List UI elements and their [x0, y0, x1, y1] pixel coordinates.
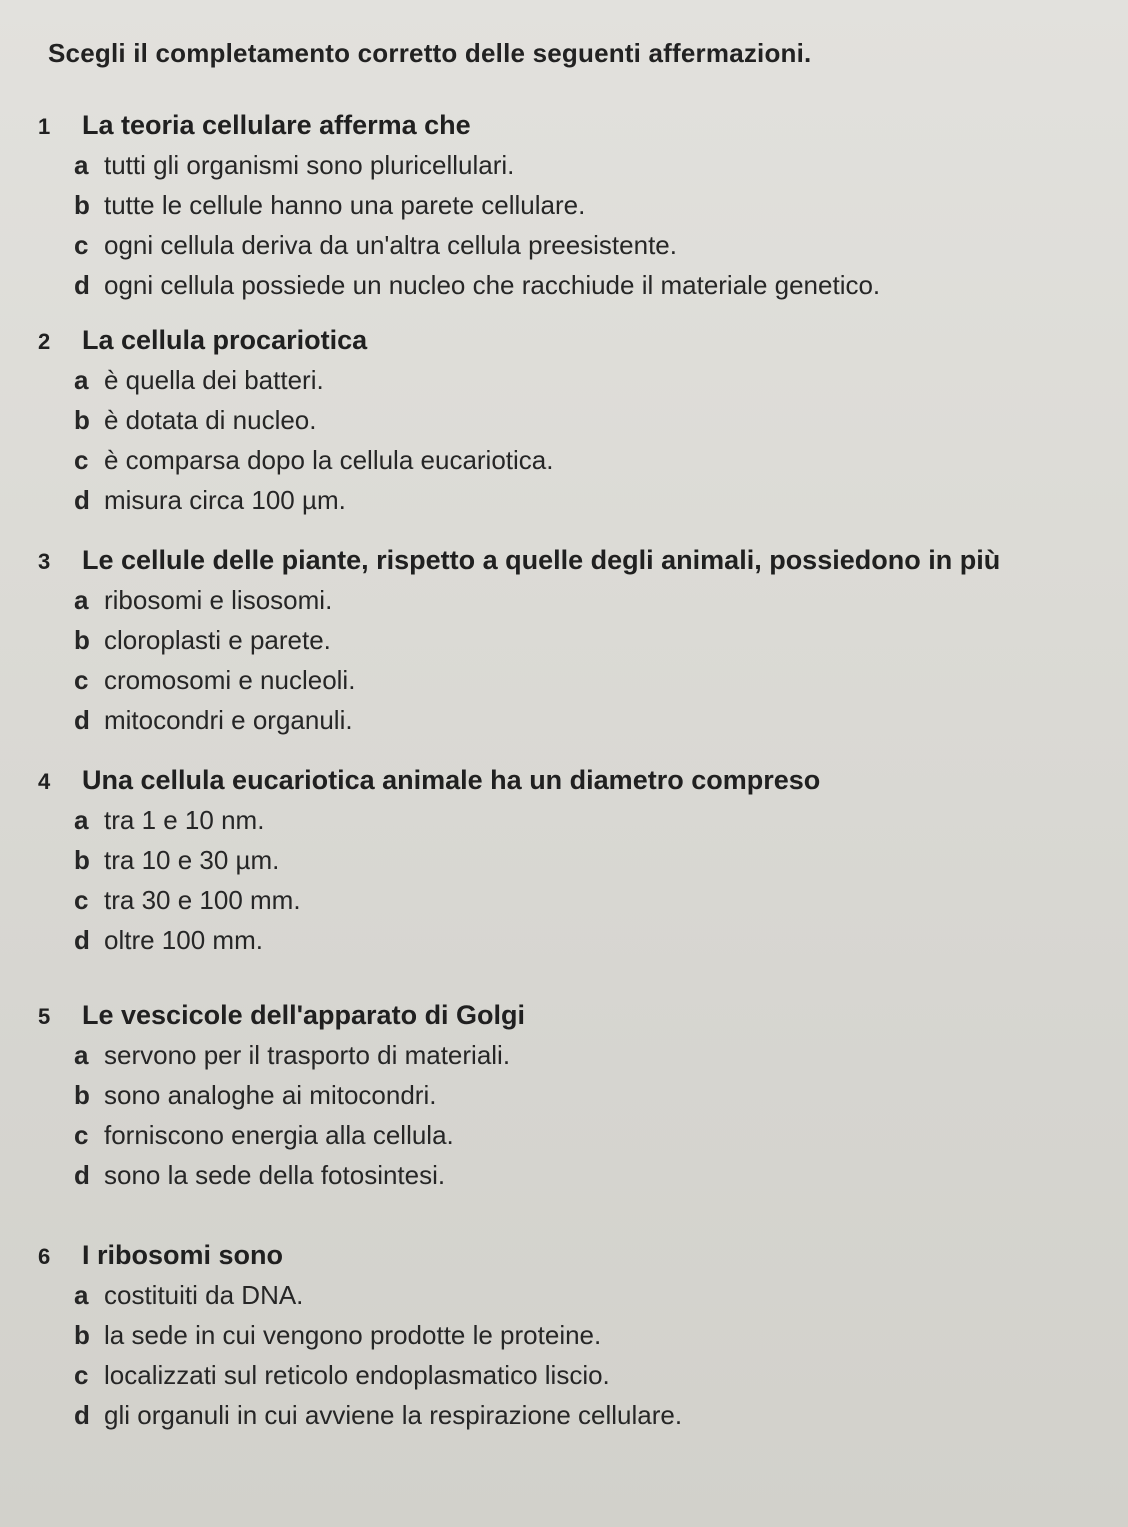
option-letter: b: [74, 625, 90, 655]
option-text: sono la sede della fotosintesi.: [104, 1160, 446, 1190]
option-text: gli organuli in cui avviene la respirazione cellulare.: [104, 1400, 683, 1430]
option-text: mitocondri e organuli.: [104, 705, 353, 735]
option-c: [74, 230, 1118, 270]
option-text: tutti gli organismi sono pluricellulari.: [104, 150, 515, 180]
option-letter: c: [74, 445, 89, 475]
option-a: [74, 585, 1118, 625]
option-letter: c: [74, 1120, 89, 1150]
question-number: 5: [38, 1004, 51, 1029]
option-text: costituiti da DNA.: [104, 1280, 304, 1310]
option-d: [74, 1160, 1118, 1200]
option-text: forniscono energia alla cellula.: [104, 1120, 454, 1150]
question-3: [38, 545, 1118, 745]
option-letter: b: [74, 845, 90, 875]
option-text: la sede in cui vengono prodotte le proteine.: [104, 1320, 602, 1350]
option-d: [74, 925, 1118, 965]
option-text: sono analoghe ai mitocondri.: [104, 1080, 437, 1110]
question-number: 4: [38, 769, 51, 794]
question-stem: La cellula procariotica: [82, 325, 368, 355]
question-number: 2: [38, 329, 51, 354]
option-c: [74, 885, 1118, 925]
option-text: servono per il trasporto di materiali.: [104, 1040, 511, 1070]
question-number: 1: [38, 114, 51, 139]
option-d: [74, 485, 1118, 525]
question-1: [38, 110, 1118, 310]
question-stem: Le vescicole dell'apparato di Golgi: [82, 1000, 526, 1030]
question-6: [38, 1240, 1118, 1440]
option-text: cloroplasti e parete.: [104, 625, 331, 655]
option-b: [74, 625, 1118, 665]
option-c: [74, 665, 1118, 705]
option-letter: c: [74, 230, 89, 260]
option-text: ribosomi e lisosomi.: [104, 585, 333, 615]
option-text: è comparsa dopo la cellula eucariotica.: [104, 445, 554, 475]
option-d: [74, 705, 1118, 745]
question-stem: Una cellula eucariotica animale ha un diametro compreso: [82, 765, 821, 795]
option-d: [74, 270, 1118, 310]
option-d: [74, 1400, 1118, 1440]
option-a: [74, 805, 1118, 845]
option-text: cromosomi e nucleoli.: [104, 665, 356, 695]
option-letter: b: [74, 405, 90, 435]
option-text: tra 30 e 100 mm.: [104, 885, 301, 915]
option-letter: a: [74, 150, 89, 180]
option-letter: a: [74, 1280, 89, 1310]
question-stem: Le cellule delle piante, rispetto a quelle degli animali, possiedono in più: [82, 545, 1001, 575]
option-letter: d: [74, 1400, 90, 1430]
option-text: ogni cellula deriva da un'altra cellula preesistente.: [104, 230, 677, 260]
option-letter: b: [74, 190, 90, 220]
instruction-heading: Scegli il completamento corretto delle seguenti affermazioni.: [48, 38, 812, 68]
option-letter: d: [74, 705, 90, 735]
option-a: [74, 1280, 1118, 1320]
option-c: [74, 1120, 1118, 1160]
option-text: ogni cellula possiede un nucleo che racchiude il materiale genetico.: [104, 270, 881, 300]
option-letter: d: [74, 485, 90, 515]
question-number: 3: [38, 549, 51, 574]
option-letter: c: [74, 665, 89, 695]
option-a: [74, 1040, 1118, 1080]
option-a: [74, 150, 1118, 190]
option-letter: d: [74, 1160, 90, 1190]
option-text: è dotata di nucleo.: [104, 405, 317, 435]
option-letter: b: [74, 1080, 90, 1110]
option-c: [74, 1360, 1118, 1400]
question-stem: La teoria cellulare afferma che: [82, 110, 471, 140]
question-number: 6: [38, 1244, 51, 1269]
question-5: [38, 1000, 1118, 1200]
option-c: [74, 445, 1118, 485]
option-letter: a: [74, 1040, 89, 1070]
option-letter: a: [74, 585, 89, 615]
option-b: [74, 405, 1118, 445]
option-letter: b: [74, 1320, 90, 1350]
question-2: [38, 325, 1118, 525]
option-letter: c: [74, 1360, 89, 1390]
option-text: tra 10 e 30 µm.: [104, 845, 280, 875]
option-letter: d: [74, 925, 90, 955]
option-a: [74, 365, 1118, 405]
option-letter: a: [74, 365, 89, 395]
option-text: localizzati sul reticolo endoplasmatico liscio.: [104, 1360, 610, 1390]
option-text: oltre 100 mm.: [104, 925, 263, 955]
option-b: [74, 1080, 1118, 1120]
option-text: misura circa 100 µm.: [104, 485, 346, 515]
option-text: è quella dei batteri.: [104, 365, 324, 395]
option-b: [74, 190, 1118, 230]
option-letter: d: [74, 270, 90, 300]
option-text: tutte le cellule hanno una parete cellulare.: [104, 190, 586, 220]
option-letter: a: [74, 805, 89, 835]
option-b: [74, 845, 1118, 885]
option-text: tra 1 e 10 nm.: [104, 805, 265, 835]
option-letter: c: [74, 885, 89, 915]
option-b: [74, 1320, 1118, 1360]
question-stem: I ribosomi sono: [82, 1240, 284, 1270]
question-4: [38, 765, 1118, 965]
